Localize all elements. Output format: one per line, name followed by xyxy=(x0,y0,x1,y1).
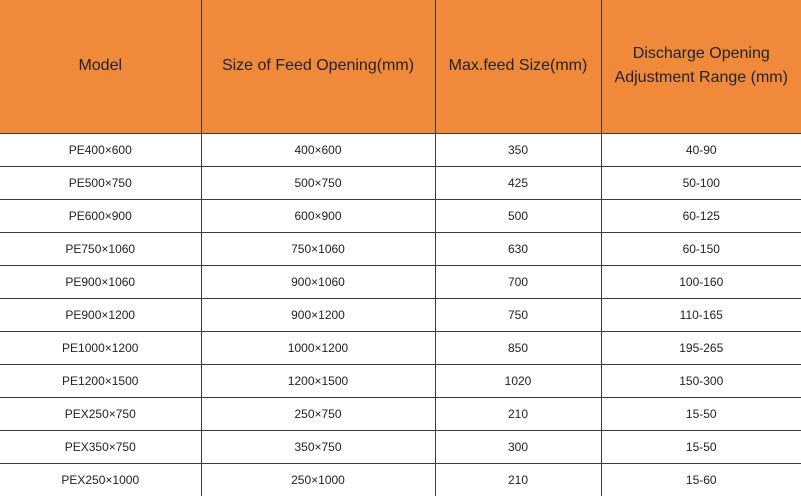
cell-model: PEX250×1000 xyxy=(0,463,201,496)
cell-discharge-range: 40-90 xyxy=(601,133,801,166)
cell-model: PE600×900 xyxy=(0,199,201,232)
cell-max-feed-size: 210 xyxy=(435,463,601,496)
cell-feed-opening-size: 400×600 xyxy=(201,133,435,166)
table-row xyxy=(0,232,801,265)
table-row xyxy=(0,298,801,331)
cell-max-feed-size: 750 xyxy=(435,298,601,331)
cell-discharge-range: 195-265 xyxy=(601,331,801,364)
cell-feed-opening-size: 500×750 xyxy=(201,166,435,199)
table-header xyxy=(0,0,801,133)
cell-discharge-range: 15-60 xyxy=(685,472,717,487)
cell-model: PE400×600 xyxy=(0,133,201,166)
table-row xyxy=(0,166,801,199)
cell-discharge-range: 60-150 xyxy=(601,232,801,265)
table-row xyxy=(0,364,801,397)
cell-discharge-range: 60-125 xyxy=(601,199,801,232)
header-discharge-range: Discharge Opening Adjustment Range (mm) xyxy=(601,0,801,133)
cell-model: PE1000×1200 xyxy=(0,331,201,364)
cell-model: PE500×750 xyxy=(0,166,201,199)
cell-discharge-range: 110-165 xyxy=(601,298,801,331)
cell-max-feed-size: 350 xyxy=(435,133,601,166)
cell-model: PE900×1200 xyxy=(0,298,201,331)
cell-feed-opening-size: 250×1000 xyxy=(201,463,435,496)
cell-max-feed-size: 700 xyxy=(435,265,601,298)
cell-model: PEX250×750 xyxy=(0,397,201,430)
cell-discharge-range: 100-160 xyxy=(601,265,801,298)
cell-feed-opening-size: 1200×1500 xyxy=(201,364,435,397)
table-row xyxy=(0,430,801,463)
cell-model: PE750×1060 xyxy=(0,232,201,265)
cell-max-feed-size: 425 xyxy=(435,166,601,199)
cell-discharge-range: 150-300 xyxy=(601,364,801,397)
cell-feed-opening-size: 900×1060 xyxy=(201,265,435,298)
table-row xyxy=(0,133,801,166)
header-row xyxy=(0,0,801,133)
cell-max-feed-size: 500 xyxy=(435,199,601,232)
table-row xyxy=(0,397,801,430)
header-feed-opening-size: Size of Feed Opening(mm) xyxy=(201,0,435,133)
cell-max-feed-size: 850 xyxy=(435,331,601,364)
table-row xyxy=(0,199,801,232)
table-body xyxy=(0,133,801,496)
cell-feed-opening-size: 1000×1200 xyxy=(201,331,435,364)
cell-model: PE1200×1500 xyxy=(0,364,201,397)
cell-max-feed-size: 630 xyxy=(435,232,601,265)
cell-model: PEX350×750 xyxy=(0,430,201,463)
table-row xyxy=(0,265,801,298)
header-model: Model xyxy=(0,0,201,133)
cell-discharge-range: 15-50 xyxy=(601,430,801,463)
cell-feed-opening-size: 350×750 xyxy=(201,430,435,463)
cell-model: PE900×1060 xyxy=(0,265,201,298)
cell-discharge-range: 50-100 xyxy=(601,166,801,199)
cell-max-feed-size: 210 xyxy=(435,397,601,430)
cell-max-feed-size: 300 xyxy=(435,430,601,463)
table-row xyxy=(0,331,801,364)
cell-max-feed-size: 1020 xyxy=(435,364,601,397)
cell-feed-opening-size: 900×1200 xyxy=(201,298,435,331)
cell-discharge-range: 15-50 xyxy=(601,397,801,430)
table-row xyxy=(0,463,801,496)
header-max-feed-size: Max.feed Size(mm) xyxy=(435,0,601,133)
cell-feed-opening-size: 750×1060 xyxy=(201,232,435,265)
cell-feed-opening-size: 250×750 xyxy=(201,397,435,430)
cell-feed-opening-size: 600×900 xyxy=(201,199,435,232)
